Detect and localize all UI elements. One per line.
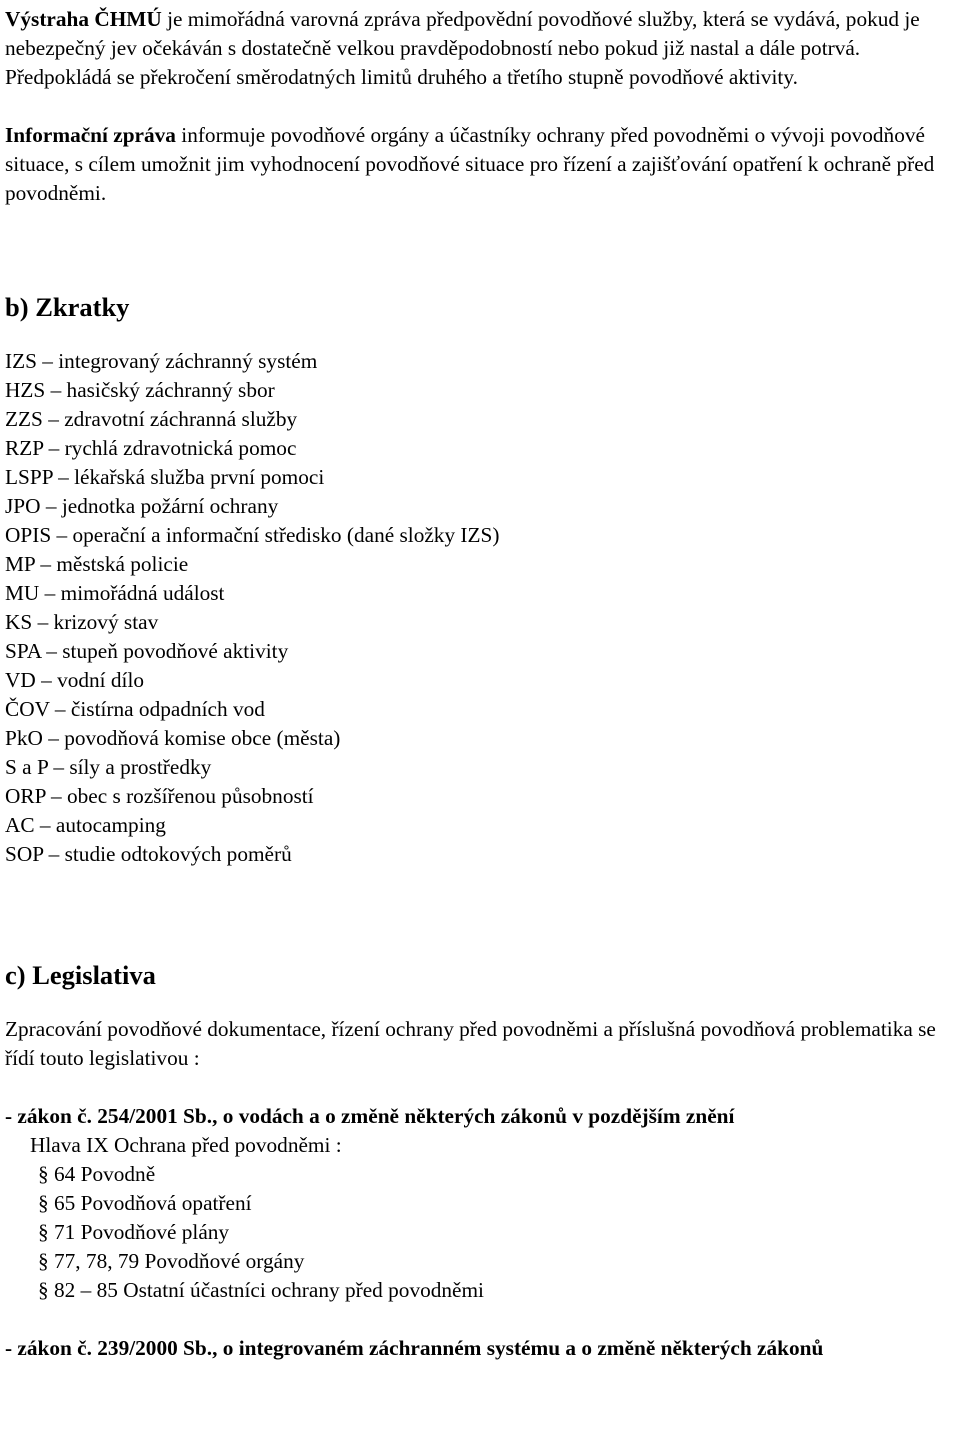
abbreviation-dash: – xyxy=(37,610,49,634)
law-section-item xyxy=(38,1218,960,1247)
law-section-text: 71 Povodňové plány xyxy=(53,1220,230,1244)
abbreviation-meaning: autocamping xyxy=(55,813,166,837)
abbreviation-meaning: rychlá zdravotnická pomoc xyxy=(64,436,297,460)
abbreviations-heading: b) Zkratky xyxy=(5,292,130,322)
abbreviation-item xyxy=(5,463,960,492)
legislation-heading: c) Legislativa xyxy=(5,960,156,990)
abbreviation-meaning: obec s rozšířenou působností xyxy=(66,784,314,808)
abbreviation-item xyxy=(5,811,960,840)
section-sign: § xyxy=(38,1278,49,1302)
abbreviation-code: PkO xyxy=(5,726,43,750)
abbreviation-item xyxy=(5,579,960,608)
law-section-item xyxy=(38,1276,960,1305)
abbreviation-meaning: zdravotní záchranná služby xyxy=(64,407,298,431)
abbreviation-dash: – xyxy=(48,436,60,460)
abbreviation-item xyxy=(5,434,960,463)
law-254-chapter: Hlava IX Ochrana před povodněmi : xyxy=(30,1133,342,1157)
abbreviation-item xyxy=(5,753,960,782)
abbreviation-item xyxy=(5,637,960,666)
abbreviation-item xyxy=(5,521,960,550)
abbreviation-meaning: povodňová komise obce (města) xyxy=(64,726,341,750)
abbreviation-dash: – xyxy=(39,813,51,837)
abbreviation-code: MU xyxy=(5,581,40,605)
abbreviation-code: LSPP xyxy=(5,465,53,489)
law-section-item xyxy=(38,1160,960,1189)
abbreviation-dash: – xyxy=(45,494,57,518)
info-report-definition: informuje povodňové orgány a účastníky ochrany před povodněmi o vývoji povodňové situace, s cílem umožnit jim vyhodnocení povodňové situace pro řízení a zajišťování opatření k ochraně před povodněmi. xyxy=(5,123,935,205)
abbreviation-meaning: stupeň povodňové aktivity xyxy=(62,639,289,663)
abbreviation-code: JPO xyxy=(5,494,41,518)
abbreviation-code: RZP xyxy=(5,436,44,460)
abbreviation-code: ČOV xyxy=(5,697,50,721)
section-sign: § xyxy=(38,1162,49,1186)
abbreviation-code: ZZS xyxy=(5,407,43,431)
abbreviation-meaning: síly a prostředky xyxy=(69,755,212,779)
abbreviation-item xyxy=(5,608,960,637)
section-sign: § xyxy=(38,1191,49,1215)
warning-definition: je mimořádná varovná zpráva předpovědní povodňové služby, která se vydává, pokud je nebezpečný jev očekáván s dostatečně velkou pravděpodobností nebo pokud již nastal a dále potrvá. Předpokládá se překročení směrodatných limitů druhého a třetího stupně povodňové aktivity. xyxy=(5,7,920,89)
abbreviation-code: MP xyxy=(5,552,35,576)
abbreviation-code: S a P xyxy=(5,755,48,779)
abbreviation-meaning: čistírna odpadních vod xyxy=(70,697,265,721)
abbreviation-meaning: hasičský záchranný sbor xyxy=(66,378,275,402)
law-section-text: 77, 78, 79 Povodňové orgány xyxy=(53,1249,305,1273)
section-sign: § xyxy=(38,1249,49,1273)
abbreviation-item xyxy=(5,724,960,753)
law-section-text: 64 Povodně xyxy=(53,1162,156,1186)
abbreviation-dash: – xyxy=(44,581,56,605)
abbreviation-item xyxy=(5,695,960,724)
abbreviation-meaning: integrovaný záchranný systém xyxy=(58,349,318,373)
abbreviation-code: AC xyxy=(5,813,35,837)
abbreviation-code: OPIS xyxy=(5,523,52,547)
abbreviation-item xyxy=(5,782,960,811)
law-239-2000: - zákon č. 239/2000 Sb., o integrovaném záchranném systému a o změně některých zákonů xyxy=(5,1336,824,1360)
abbreviation-item xyxy=(5,347,960,376)
intro-paragraph-info xyxy=(5,121,960,208)
abbreviation-dash: – xyxy=(46,639,57,663)
abbreviation-item xyxy=(5,492,960,521)
abbreviation-dash: – xyxy=(48,407,59,431)
abbreviation-dash: – xyxy=(41,668,52,692)
abbreviation-item xyxy=(5,376,960,405)
abbreviation-item xyxy=(5,666,960,695)
abbreviation-dash: – xyxy=(48,726,59,750)
document-page xyxy=(5,5,960,1363)
law-section-item xyxy=(38,1247,960,1276)
law-section-item xyxy=(38,1189,960,1218)
abbreviation-dash: – xyxy=(56,523,68,547)
abbreviation-dash: – xyxy=(58,465,69,489)
abbreviation-meaning: vodní dílo xyxy=(57,668,145,692)
law-section-text: 82 – 85 Ostatní účastníci ochrany před povodněmi xyxy=(53,1278,484,1302)
abbreviation-dash: – xyxy=(40,552,51,576)
legislation-intro: Zpracování povodňové dokumentace, řízení ochrany před povodněmi a příslušná povodňová problematika se řídí touto legislativou : xyxy=(5,1017,936,1070)
law-254-2001: - zákon č. 254/2001 Sb., o vodách a o změně některých zákonů v pozdějším znění xyxy=(5,1104,735,1128)
law-section-text: 65 Povodňová opatření xyxy=(53,1191,252,1215)
abbreviation-dash: – xyxy=(42,349,53,373)
law-254-sections xyxy=(5,1160,960,1305)
abbreviation-item xyxy=(5,405,960,434)
abbreviation-meaning: krizový stav xyxy=(53,610,159,634)
abbreviation-meaning: mimořádná událost xyxy=(60,581,225,605)
abbreviation-code: ORP xyxy=(5,784,46,808)
abbreviation-meaning: studie odtokových poměrů xyxy=(64,842,292,866)
abbreviation-code: SOP xyxy=(5,842,44,866)
abbreviation-dash: – xyxy=(53,755,64,779)
abbreviation-meaning: městská policie xyxy=(56,552,189,576)
abbreviation-dash: – xyxy=(54,697,66,721)
term-warning: Výstraha ČHMÚ xyxy=(5,7,162,31)
abbreviation-code: VD xyxy=(5,668,36,692)
abbreviation-code: HZS xyxy=(5,378,46,402)
abbreviation-meaning: operační a informační středisko (dané složky IZS) xyxy=(72,523,500,547)
abbreviation-code: SPA xyxy=(5,639,41,663)
intro-paragraph-warning xyxy=(5,5,960,92)
abbreviation-meaning: jednotka požární ochrany xyxy=(61,494,279,518)
abbreviation-code: KS xyxy=(5,610,33,634)
abbreviation-dash: – xyxy=(50,378,62,402)
section-sign: § xyxy=(38,1220,49,1244)
abbreviation-dash: – xyxy=(48,842,60,866)
term-info-report: Informační zpráva xyxy=(5,123,176,147)
abbreviation-code: IZS xyxy=(5,349,37,373)
abbreviation-meaning: lékařská služba první pomoci xyxy=(74,465,325,489)
abbreviation-dash: – xyxy=(50,784,62,808)
abbreviations-list xyxy=(5,347,960,869)
abbreviation-item xyxy=(5,550,960,579)
abbreviation-item xyxy=(5,840,960,869)
